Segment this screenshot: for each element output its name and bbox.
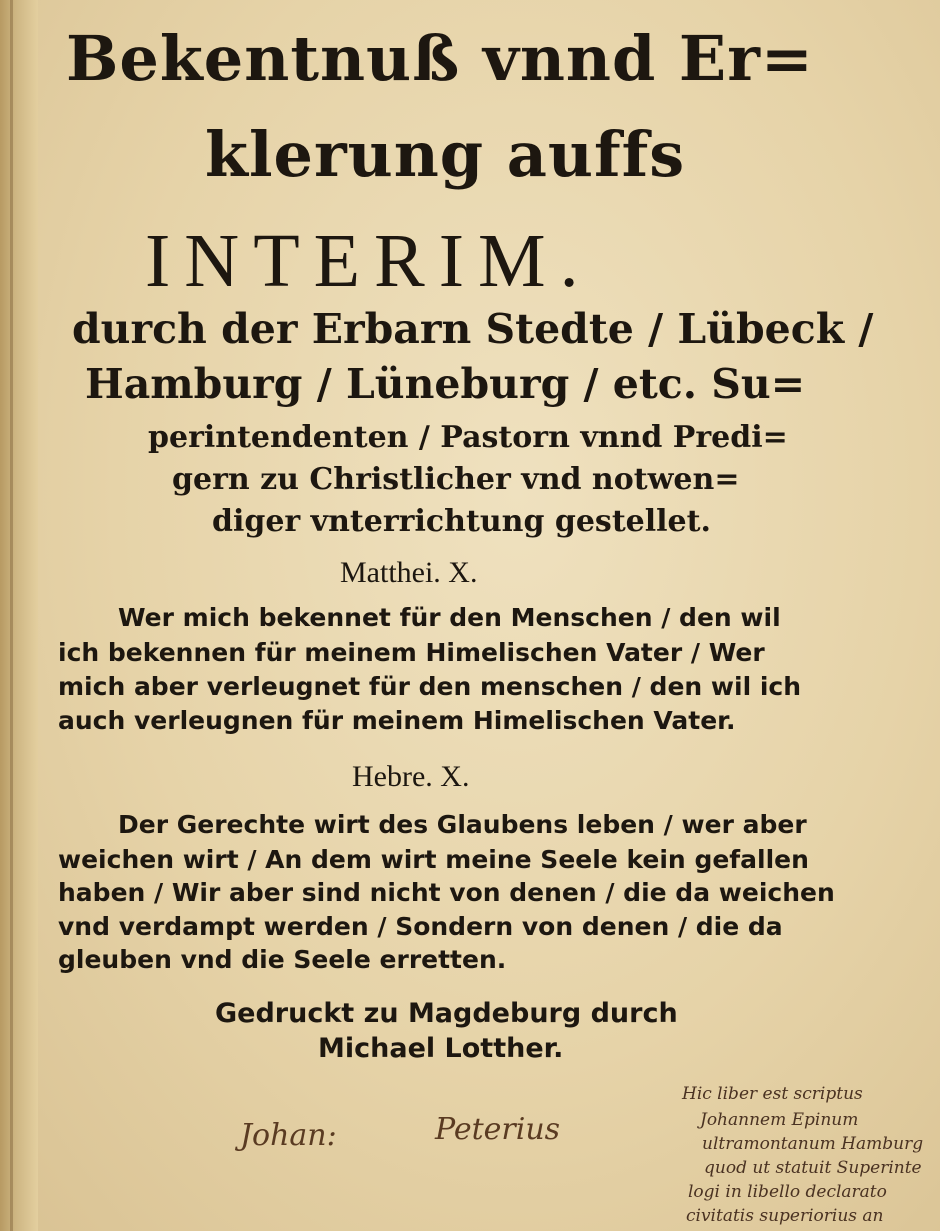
quote2-line-4: vnd verdampt werden / Sondern von denen / die da	[58, 912, 783, 941]
subtitle-line-4: gern zu Christlicher vnd notwen=	[172, 462, 740, 497]
quote2-line-2: weichen wirt / An dem wirt meine Seele kein gefallen	[58, 845, 809, 874]
title-interim: INTERIM.	[145, 219, 593, 303]
handwritten-signature-first: Johan:	[240, 1118, 337, 1153]
subtitle-line-1: durch der Erbarn Stedte / Lübeck /	[72, 305, 874, 353]
note-line-1: Hic liber est scriptus	[682, 1084, 863, 1104]
subtitle-line-2: Hamburg / Lüneburg / etc. Su=	[85, 360, 806, 408]
note-line-3: ultramontanum Hamburg	[702, 1134, 924, 1154]
note-line-5: logi in libello declarato	[688, 1182, 887, 1202]
quote1-line-2: ich bekennen für meinem Himelischen Vater / Wer	[58, 638, 765, 667]
imprint-line-1: Gedruckt zu Magdeburg durch	[215, 998, 678, 1029]
quote2-line-3: haben / Wir aber sind nicht von denen / die da weichen	[58, 878, 835, 907]
subtitle-line-5: diger vnterrichtung gestellet.	[212, 504, 711, 539]
imprint-line-2: Michael Lotther.	[318, 1033, 564, 1064]
note-line-6: civitatis superiorius an	[686, 1206, 884, 1226]
handwritten-signature-last: Peterius	[435, 1112, 561, 1147]
note-line-4: quod ut statuit Superinte	[704, 1158, 922, 1178]
quote1-line-4: auch verleugnen für meinem Himelischen Vater.	[58, 706, 736, 735]
note-line-2: Johannem Epinum	[700, 1110, 859, 1130]
title-line-2: klerung auffs	[205, 118, 686, 191]
quote2-reference: Hebre. X.	[352, 760, 470, 793]
title-line-1: Bekentnuß vnnd Er=	[66, 22, 814, 95]
quote1-reference: Matthei. X.	[340, 556, 478, 589]
handwritten-note	[680, 1070, 938, 1231]
quote2-line-1: Der Gerechte wirt des Glaubens leben / wer aber	[118, 810, 807, 839]
quote1-line-1: Wer mich bekennet für den Menschen / den wil	[118, 603, 781, 632]
subtitle-line-3: perintendenten / Pastorn vnnd Predi=	[148, 420, 788, 455]
quote1-line-3: mich aber verleugnet für den menschen / den wil ich	[58, 672, 802, 701]
quote2-line-5: gleuben vnd die Seele erretten.	[58, 945, 507, 974]
